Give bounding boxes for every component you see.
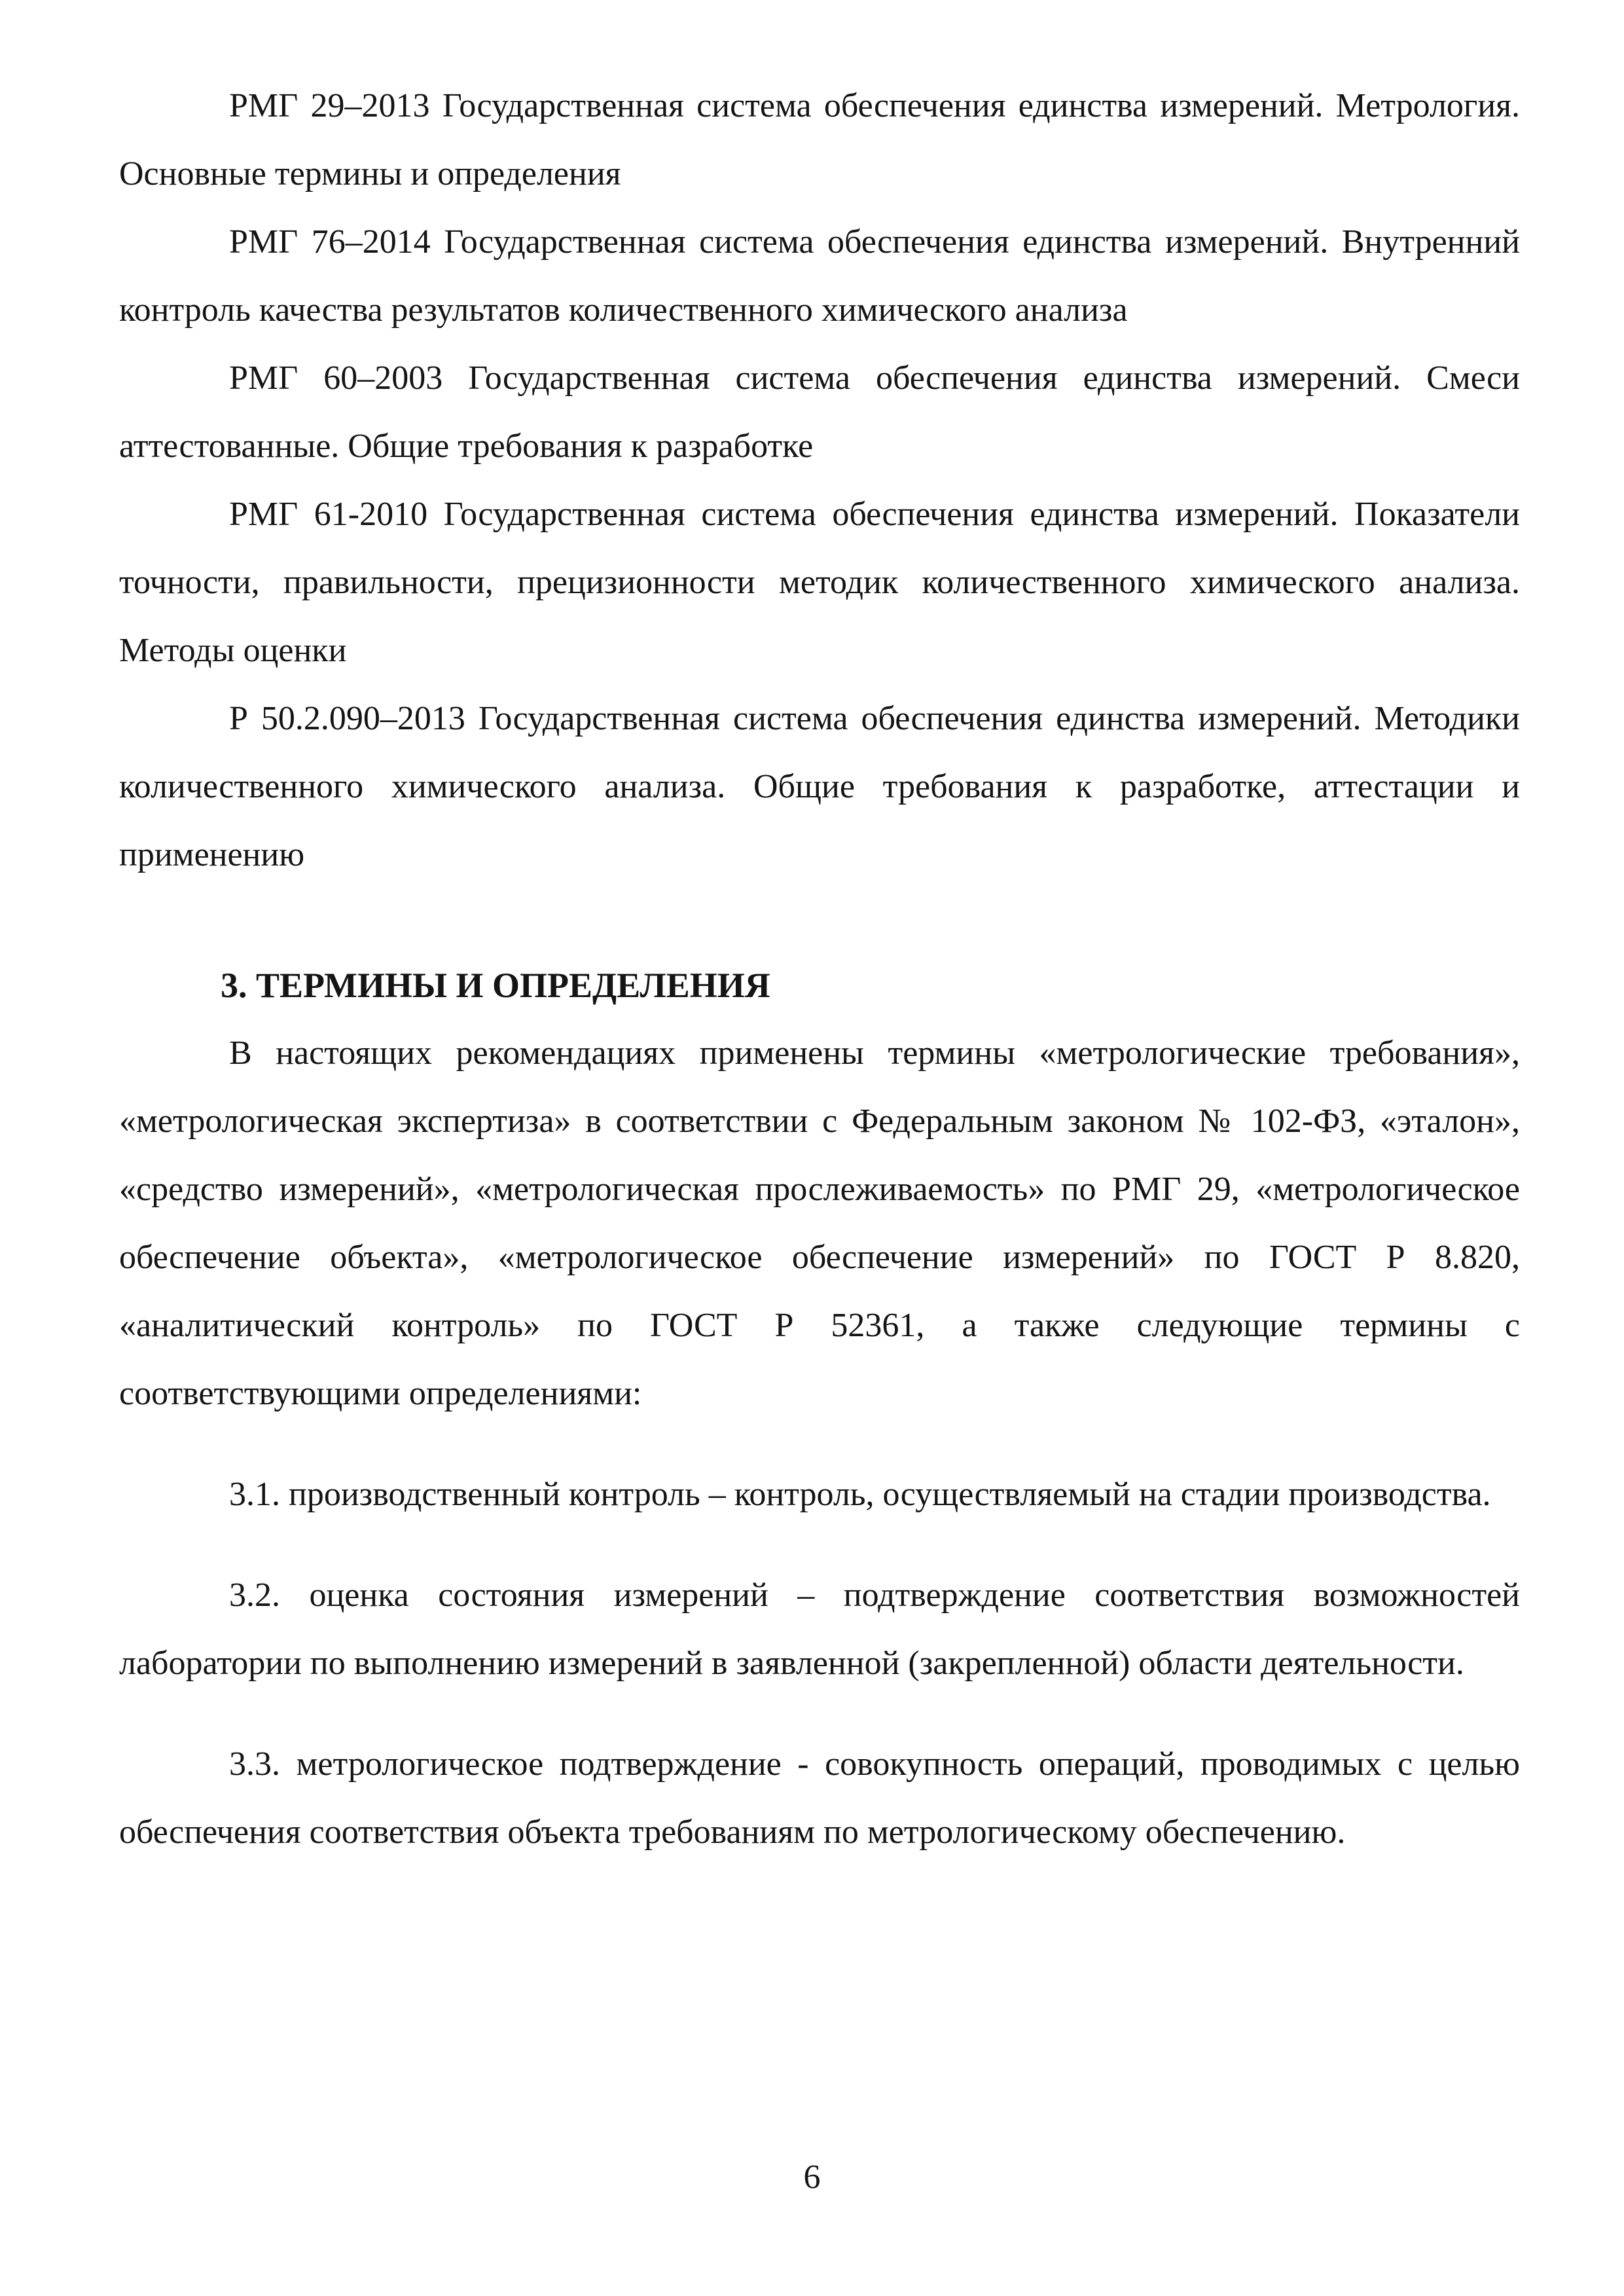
section-intro: В настоящих рекомендациях применены термины «метрологические требования», «метрологическая экспертиза» в соответствии с Федеральным законом № 102-ФЗ, «эталон», «средство измерений», «метрологическая прослеживаемость» по РМГ 29, «метрологическое обеспечение объекта», «метрологическое обеспечение измерений» по ГОСТ Р 8.820, «аналитический контроль» по ГОСТ Р 52361, а также следующие термины с соответствующими определениями:	[119, 1034, 1520, 1412]
section-heading: 3. ТЕРМИНЫ И ОПРЕДЕЛЕНИЯ	[221, 966, 770, 1005]
page-content	[119, 72, 1520, 1867]
definition-3-1: 3.1. производственный контроль – контроль, осуществляемый на стадии производства.	[229, 1476, 1491, 1513]
reference-rmg-76: РМГ 76–2014 Государственная система обеспечения единства измерений. Внутренний контроль качества результатов количественного химического анализа	[119, 223, 1520, 329]
reference-rmg-61: РМГ 61-2010 Государственная система обеспечения единства измерений. Показатели точности, правильности, прецизионности методик количественного химического анализа. Методы оценки	[119, 496, 1520, 669]
page-number: 6	[803, 2159, 821, 2196]
definition-3-2: 3.2. оценка состояния измерений – подтверждение соответствия возможностей лаборатории по выполнению измерений в заявленной (закрепленной) области деятельности.	[119, 1576, 1520, 1682]
definition-3-3: 3.3. метрологическое подтверждение - совокупность операций, проводимых с целью обеспечения соответствия объекта требованиям по метрологическому обеспечению.	[119, 1745, 1520, 1851]
reference-rmg-29: РМГ 29–2013 Государственная система обеспечения единства измерений. Метрология. Основные термины и определения	[119, 87, 1520, 192]
reference-rmg-60: РМГ 60–2003 Государственная система обеспечения единства измерений. Смеси аттестованные. Общие требования к разработке	[119, 359, 1520, 465]
reference-r-50-2-090: Р 50.2.090–2013 Государственная система обеспечения единства измерений. Методики количественного химического анализа. Общие требования к разработке, аттестации и применению	[119, 700, 1520, 873]
